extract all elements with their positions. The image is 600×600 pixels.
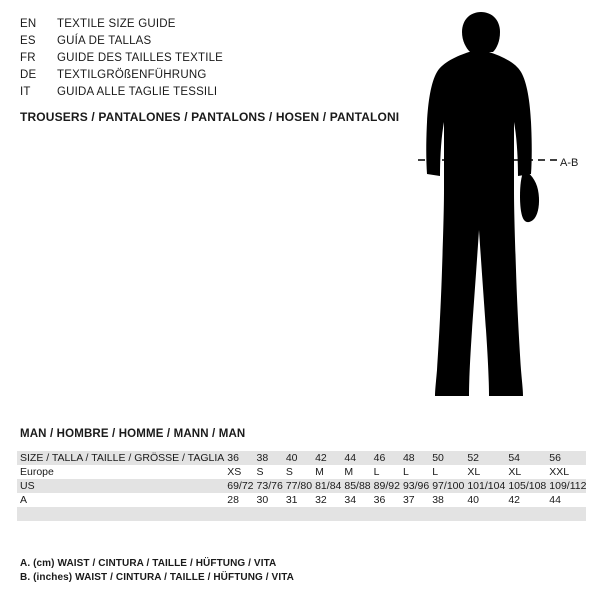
table-heading: MAN / HOMBRE / HOMME / MANN / MAN <box>20 428 246 440</box>
cell: 34 <box>341 493 370 507</box>
cell: 93/96 <box>400 479 429 493</box>
table-row <box>17 451 586 465</box>
cell: 38 <box>254 451 283 465</box>
footnote-a: A. (cm) WAIST / CINTURA / TAILLE / HÜFTUNG / VITA <box>20 558 277 569</box>
cell: 97/100 <box>429 479 464 493</box>
male-body-silhouette <box>400 10 600 410</box>
language-row <box>20 84 380 101</box>
spacer-cell <box>400 507 429 521</box>
cell: 40 <box>283 451 312 465</box>
language-code: DE <box>20 69 37 81</box>
row-label: A <box>17 493 224 507</box>
cell: 42 <box>505 493 546 507</box>
cell: 44 <box>341 451 370 465</box>
spacer-cell <box>17 507 224 521</box>
cell: L <box>429 465 464 479</box>
row-label-europe: Europe <box>20 466 54 478</box>
spacer-cell <box>283 507 312 521</box>
cell: XXL <box>546 465 586 479</box>
cell: S <box>283 465 312 479</box>
figure-illustration <box>400 10 600 410</box>
cell: 54 <box>505 451 546 465</box>
table-row <box>17 465 586 479</box>
spacer-cell <box>224 507 253 521</box>
language-code: EN <box>20 18 37 30</box>
cell: 31 <box>283 493 312 507</box>
language-title: TEXTILE SIZE GUIDE <box>57 18 176 30</box>
cell: 89/92 <box>371 479 400 493</box>
cell: 101/104 <box>464 479 505 493</box>
cell: XS <box>224 465 253 479</box>
cell: 56 <box>546 451 586 465</box>
cell: 36 <box>224 451 253 465</box>
cell: XL <box>464 465 505 479</box>
cell: 73/76 <box>254 479 283 493</box>
spacer-cell <box>341 507 370 521</box>
row-label: SIZE / TALLA / TAILLE / GRÖSSE / TAGLIA <box>17 451 224 465</box>
measure-label-ab: A-B <box>560 157 579 169</box>
language-title: TEXTILGRÖßENFÜHRUNG <box>57 69 207 81</box>
cell: 40 <box>464 493 505 507</box>
spacer-cell <box>464 507 505 521</box>
spacer-cell <box>505 507 546 521</box>
language-title: GUIDA ALLE TAGLIE TESSILI <box>57 86 218 98</box>
cell: 44 <box>546 493 586 507</box>
language-title: GUÍA DE TALLAS <box>57 35 152 47</box>
cell: 69/72 <box>224 479 253 493</box>
language-row <box>20 33 380 50</box>
row-label <box>17 465 224 479</box>
cell: M <box>312 465 341 479</box>
cell: 30 <box>254 493 283 507</box>
cell: S <box>254 465 283 479</box>
language-list <box>20 16 380 101</box>
spacer-cell <box>254 507 283 521</box>
language-row <box>20 50 380 67</box>
cell: 36 <box>371 493 400 507</box>
table-row-spacer <box>17 507 586 521</box>
cell: M <box>341 465 370 479</box>
cell: 105/108 <box>505 479 546 493</box>
footnote-b: B. (inches) WAIST / CINTURA / TAILLE / HÜFTUNG / VITA <box>20 572 294 583</box>
cell: 52 <box>464 451 505 465</box>
cell: 37 <box>400 493 429 507</box>
footnotes <box>20 557 294 585</box>
spacer-cell <box>546 507 586 521</box>
language-row <box>20 16 380 33</box>
cell: L <box>371 465 400 479</box>
cell: 28 <box>224 493 253 507</box>
size-table <box>17 451 586 521</box>
table-row <box>17 479 586 493</box>
language-title: GUIDE DES TAILLES TEXTILE <box>57 52 224 64</box>
cell: L <box>400 465 429 479</box>
cell: 38 <box>429 493 464 507</box>
cell: 42 <box>312 451 341 465</box>
table-row <box>17 493 586 507</box>
cell: 46 <box>371 451 400 465</box>
section-title: TROUSERS / PANTALONES / PANTALONS / HOSEN / PANTALONI <box>20 110 400 124</box>
cell: 48 <box>400 451 429 465</box>
language-code: ES <box>20 35 36 47</box>
cell: XL <box>505 465 546 479</box>
cell: 50 <box>429 451 464 465</box>
cell: 77/80 <box>283 479 312 493</box>
cell: 81/84 <box>312 479 341 493</box>
spacer-cell <box>429 507 464 521</box>
language-row <box>20 67 380 84</box>
cell: 32 <box>312 493 341 507</box>
row-label: US <box>17 479 224 493</box>
spacer-cell <box>371 507 400 521</box>
cell: 85/88 <box>341 479 370 493</box>
spacer-cell <box>312 507 341 521</box>
language-code: IT <box>20 86 31 98</box>
language-code: FR <box>20 52 36 64</box>
cell: 109/112 <box>546 479 586 493</box>
